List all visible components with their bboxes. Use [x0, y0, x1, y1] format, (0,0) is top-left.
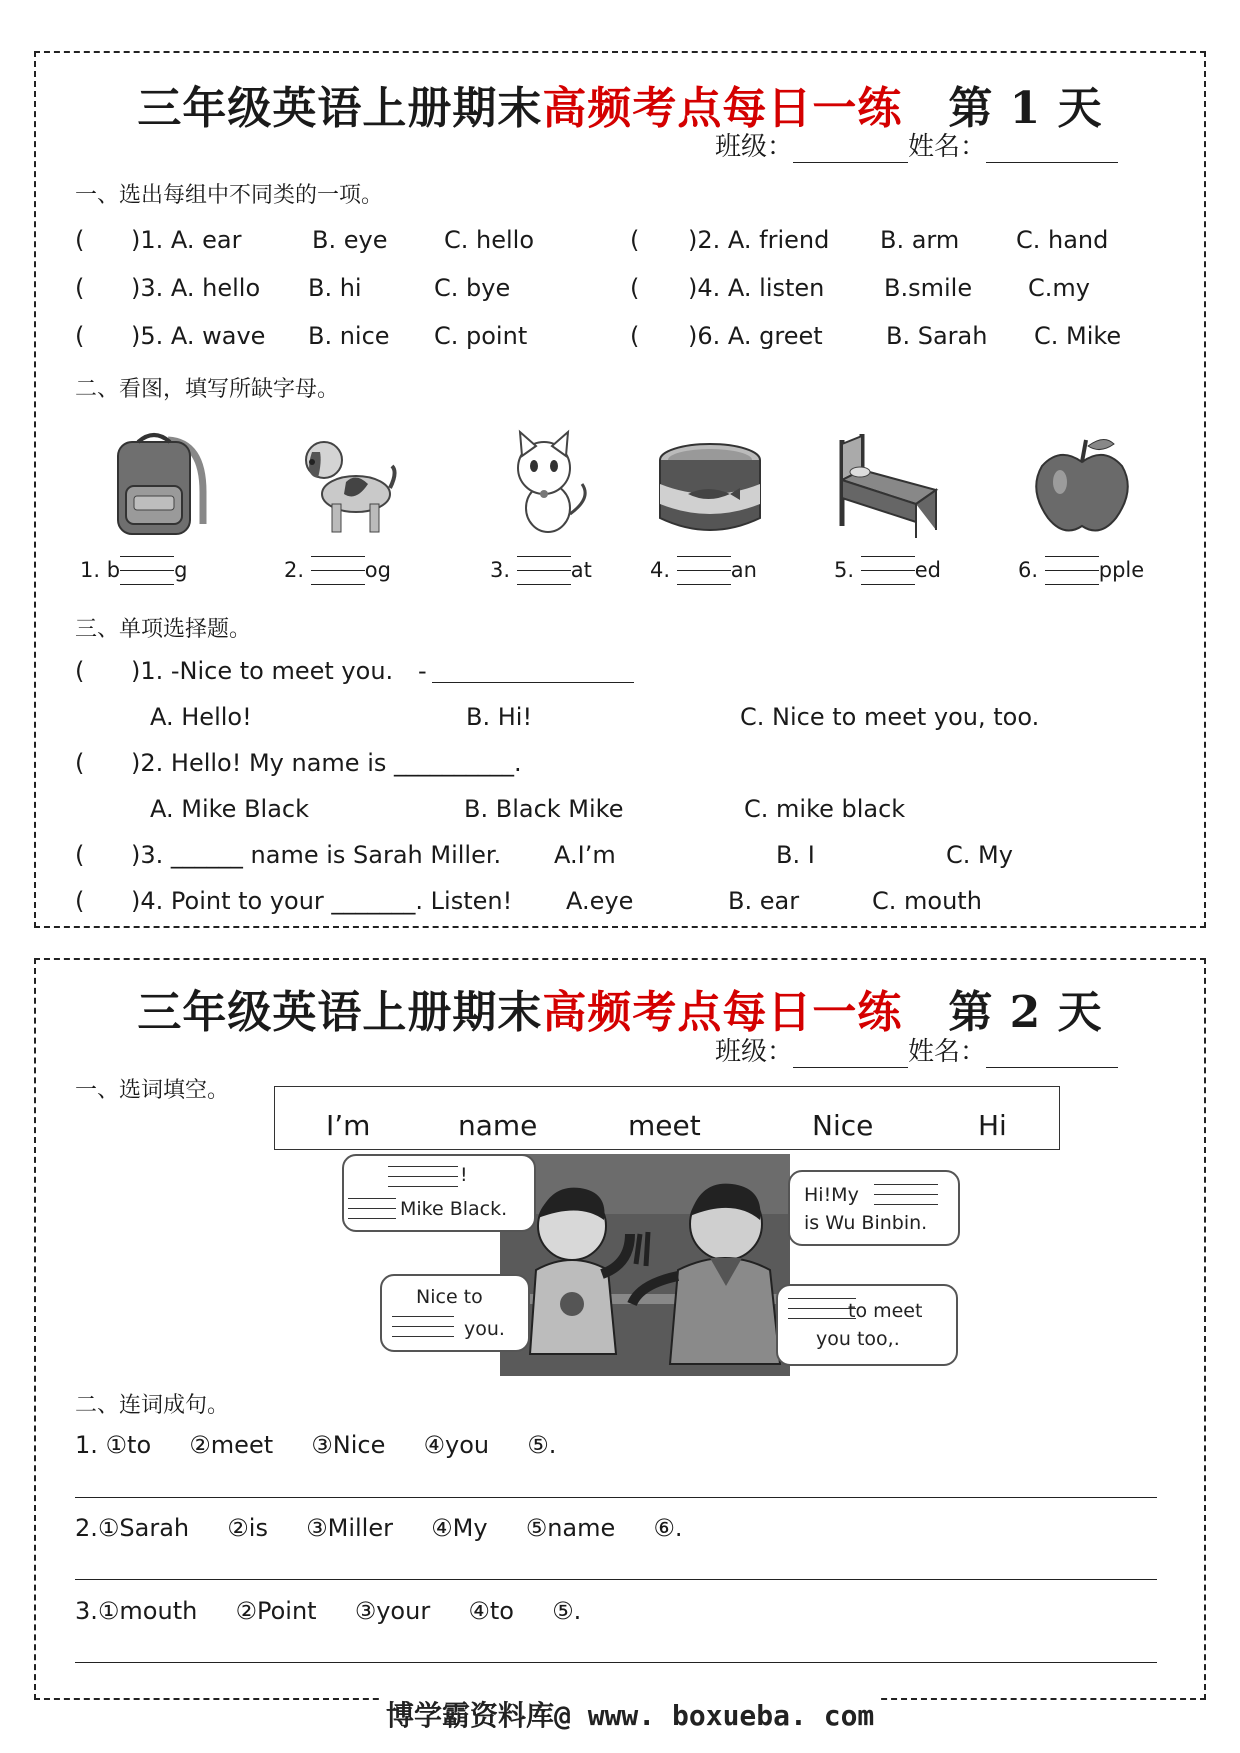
bubble-blank[interactable] — [788, 1298, 856, 1299]
bubble-blank[interactable] — [392, 1326, 454, 1327]
answer-paren[interactable]: ( — [75, 322, 85, 350]
bubble-blank[interactable] — [388, 1176, 458, 1177]
mc-4-option-a: A.eye — [566, 887, 634, 915]
item-number: 4. — [650, 558, 671, 582]
day2-title-red: 高频考点每日一练 — [542, 987, 903, 1038]
option-b: B. Sarah — [886, 322, 988, 350]
day2-student-info — [715, 1031, 1118, 1068]
bed-icon — [836, 430, 940, 540]
bubble-text: you. — [464, 1318, 505, 1340]
mc-1-option-a: A. Hello! — [150, 703, 252, 731]
sentence-prompt-2: 2.①Sarah ②is ③Miller ④My ⑤name ⑥. — [75, 1514, 683, 1542]
bubble-text: Mike Black. — [400, 1198, 508, 1220]
bubble-blank[interactable] — [788, 1318, 856, 1319]
word-bank-word: I’m — [326, 1109, 371, 1142]
missing-letter-item — [490, 556, 592, 586]
day2-title-black: 三年级英语上册期末 — [137, 987, 543, 1038]
option-c: C. bye — [434, 274, 511, 302]
bubble-blank[interactable] — [874, 1184, 938, 1185]
option-b: B. hi — [308, 274, 362, 302]
mc-2-option-c: C. mike black — [744, 795, 906, 823]
bubble-blank[interactable] — [788, 1308, 856, 1309]
bubble-blank[interactable] — [388, 1166, 458, 1167]
mc-1-option-b: B. Hi! — [466, 703, 533, 731]
mc-question-1-dash: - — [418, 657, 427, 685]
answer-line[interactable] — [75, 1579, 1157, 1580]
word-suffix: og — [364, 558, 391, 582]
bubble-blank[interactable] — [392, 1316, 454, 1317]
letter-blank[interactable] — [861, 556, 915, 586]
name-field[interactable] — [986, 1041, 1118, 1068]
missing-letter-item — [650, 556, 757, 586]
option-c: C.my — [1028, 274, 1090, 302]
reply-blank[interactable] — [432, 682, 634, 683]
question-a: )3. A. hello — [131, 274, 261, 302]
day1-title-day: 第 1 天 — [948, 83, 1103, 134]
question-a: )2. A. friend — [688, 226, 830, 254]
option-b: B.smile — [884, 274, 973, 302]
footer-watermark: 博学霸资料库@ www. boxueba. com — [380, 1694, 880, 1734]
speech-bubble-mike — [342, 1154, 536, 1232]
bubble-blank[interactable] — [348, 1208, 396, 1209]
day2-section1-title: 一、选词填空。 — [75, 1078, 230, 1103]
class-field[interactable] — [793, 1041, 908, 1068]
bubble-blank[interactable] — [874, 1204, 938, 1205]
option-c: C. hello — [444, 226, 535, 254]
item-number: 2. — [284, 558, 305, 582]
option-b: B. nice — [308, 322, 390, 350]
apple-icon — [1030, 432, 1134, 542]
name-label: 姓名： — [908, 1037, 987, 1067]
answer-paren[interactable]: ( — [75, 749, 85, 777]
can-icon — [658, 438, 762, 548]
answer-paren[interactable]: ( — [75, 657, 85, 685]
item-number: 6. — [1018, 558, 1039, 582]
bubble-mark: ! — [460, 1164, 468, 1186]
letter-blank[interactable] — [120, 556, 174, 586]
answer-paren[interactable]: ( — [630, 322, 640, 350]
speech-bubble-wu — [788, 1170, 960, 1246]
mc-3-option-b: B. I — [776, 841, 815, 869]
word-suffix: an — [730, 558, 757, 582]
bubble-blank[interactable] — [348, 1198, 396, 1199]
question-a: )5. A. wave — [131, 322, 266, 350]
speech-bubble-reply — [776, 1284, 958, 1366]
mc-4-option-b: B. ear — [728, 887, 800, 915]
mc-2-option-a: A. Mike Black — [150, 795, 309, 823]
bubble-blank[interactable] — [392, 1336, 454, 1337]
class-field[interactable] — [793, 136, 908, 163]
missing-letter-item — [80, 556, 187, 586]
cat-icon — [496, 428, 600, 538]
day2-title-day: 第 2 天 — [948, 987, 1103, 1038]
day1-title-red: 高频考点每日一练 — [542, 83, 903, 134]
mc-4-option-c: C. mouth — [872, 887, 982, 915]
sentence-prompt-1: 1. ①to ②meet ③Nice ④you ⑤. — [75, 1431, 557, 1459]
class-label: 班级： — [715, 132, 794, 162]
item-number: 1. — [80, 558, 101, 582]
name-field[interactable] — [986, 136, 1118, 163]
answer-paren[interactable]: ( — [75, 274, 85, 302]
bubble-blank[interactable] — [388, 1186, 458, 1187]
sentence-prompt-3: 3.①mouth ②Point ③your ④to ⑤. — [75, 1597, 582, 1625]
missing-letter-item — [284, 556, 391, 586]
word-suffix: ed — [914, 558, 941, 582]
word-suffix: pple — [1098, 558, 1145, 582]
letter-blank[interactable] — [1045, 556, 1099, 586]
bag-icon — [108, 432, 212, 542]
day2-section2-title: 二、连词成句。 — [75, 1393, 230, 1418]
answer-line[interactable] — [75, 1662, 1157, 1663]
word-suffix: at — [570, 558, 592, 582]
option-c: C. hand — [1016, 226, 1109, 254]
letter-blank[interactable] — [311, 556, 365, 586]
answer-paren[interactable]: ( — [75, 887, 85, 915]
answer-line[interactable] — [75, 1497, 1157, 1498]
day1-title-black: 三年级英语上册期末 — [137, 83, 543, 134]
answer-paren[interactable]: ( — [75, 841, 85, 869]
word-bank-word: name — [458, 1109, 538, 1142]
bubble-text: to meet — [848, 1300, 923, 1322]
speech-bubble-nice — [380, 1274, 530, 1352]
word-bank-word: meet — [628, 1109, 701, 1142]
mc-question-2: )2. Hello! My name is __________. — [131, 749, 522, 777]
letter-blank[interactable] — [677, 556, 731, 586]
bubble-blank[interactable] — [348, 1218, 396, 1219]
mc-2-option-b: B. Black Mike — [464, 795, 624, 823]
option-b: B. eye — [312, 226, 388, 254]
word-suffix: g — [174, 558, 188, 582]
mc-3-option-a: A.I’m — [554, 841, 616, 869]
option-c: C. Mike — [1034, 322, 1122, 350]
bubble-text: Hi!My — [804, 1184, 859, 1206]
bubble-text: Nice to — [416, 1286, 483, 1308]
letter-blank[interactable] — [517, 556, 571, 586]
word-bank-word: Hi — [978, 1109, 1007, 1142]
word-prefix: b — [106, 558, 121, 582]
option-c: C. point — [434, 322, 528, 350]
name-label: 姓名： — [908, 132, 987, 162]
class-label: 班级： — [715, 1037, 794, 1067]
bubble-text: is Wu Binbin. — [804, 1212, 928, 1234]
question-a: )1. A. ear — [131, 226, 242, 254]
missing-letter-item — [834, 556, 941, 586]
missing-letter-item — [1018, 556, 1144, 586]
mc-3-option-c: C. My — [946, 841, 1013, 869]
item-number: 5. — [834, 558, 855, 582]
day1-section2-title: 二、看图，填写所缺字母。 — [75, 377, 340, 402]
option-b: B. arm — [880, 226, 960, 254]
question-a: )4. A. listen — [688, 274, 825, 302]
answer-paren[interactable]: ( — [630, 226, 640, 254]
item-number: 3. — [490, 558, 511, 582]
dog-icon — [296, 432, 400, 542]
answer-paren[interactable]: ( — [630, 274, 640, 302]
word-bank-word: Nice — [812, 1109, 874, 1142]
day1-section1-title: 一、选出每组中不同类的一项。 — [75, 183, 384, 208]
mc-question-3: )3. ______ name is Sarah Miller. — [131, 841, 502, 869]
mc-1-option-c: C. Nice to meet you, too. — [740, 703, 1040, 731]
bubble-text: you too,. — [816, 1328, 900, 1350]
mc-question-1: )1. -Nice to meet you. — [131, 657, 394, 685]
bubble-blank[interactable] — [874, 1194, 938, 1195]
question-a: )6. A. greet — [688, 322, 823, 350]
day1-section3-title: 三、单项选择题。 — [75, 617, 252, 642]
day1-student-info — [715, 126, 1118, 163]
mc-question-4: )4. Point to your _______. Listen! — [131, 887, 513, 915]
answer-paren[interactable]: ( — [75, 226, 85, 254]
